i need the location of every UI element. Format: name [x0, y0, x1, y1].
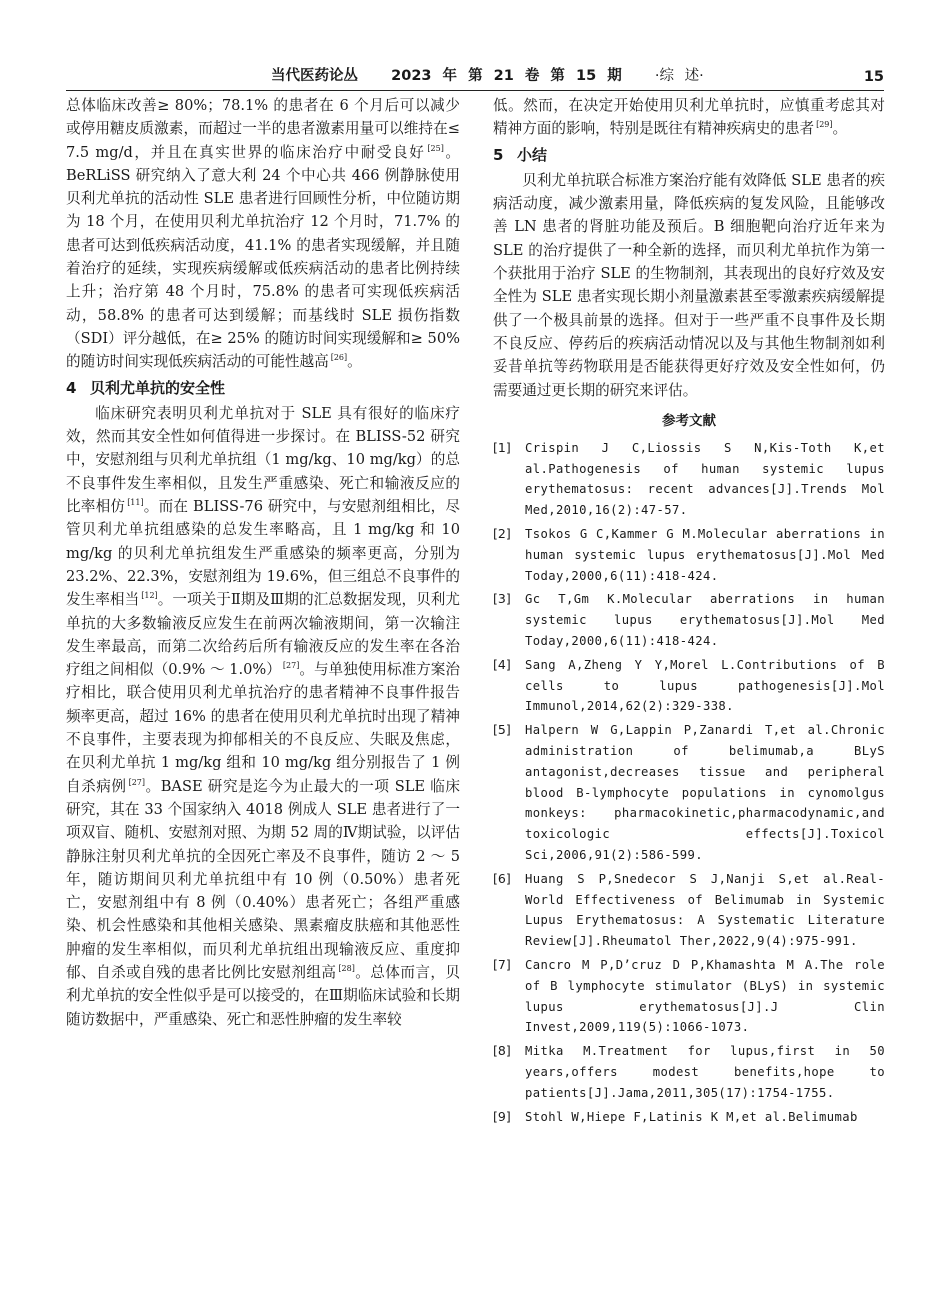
reference-item — [493, 869, 885, 952]
reference-number: [1] — [493, 439, 511, 455]
section-heading: 5 小结 — [493, 145, 548, 164]
reference-text: Halpern W G,Lappin P,Zanardi T,et al.Chronic administration of belimumab,a BLyS antagonist,decreases tissue and peripheral blood B-lymphocyte populations in cynomolgus monkeys: pharmacokinetic,pharmacodynamic,and toxicologic effects[J].Toxicol Sci,2006,91(2):586-599. — [525, 723, 885, 862]
references-title: 参考文献 — [662, 412, 716, 429]
reference-item — [493, 589, 885, 651]
citation: [27] — [128, 777, 145, 787]
reference-number: [2] — [493, 526, 511, 542]
reference-text: Cancro M P,D’cruz D P,Khamashta M A.The role of B lymphocyte stimulator (BLyS) in systemic lupus erythematosus[J].J Clin Invest,2009,119(5):1066-1073. — [525, 957, 885, 1035]
citation: [12] — [141, 591, 158, 601]
citation: [11] — [127, 498, 144, 508]
reference-number: [5] — [493, 722, 511, 738]
page-number: 15 — [863, 69, 884, 85]
citation: [27] — [282, 661, 300, 671]
left-column — [66, 94, 460, 1031]
reference-text: Stohl W,Hiepe F,Latinis K M,et al.Belimumab — [525, 1109, 858, 1124]
reference-text: Mitka M.Treatment for lupus,first in 50 years,offers modest benefits,hope to patients[J].Jama,2011,305(17):1754-1755. — [525, 1044, 885, 1100]
citation: [29] — [816, 120, 833, 130]
reference-item — [493, 1107, 885, 1128]
reference-item — [493, 655, 885, 717]
reference-text: Sang A,Zheng Y Y,Morel L.Contributions of B cells to lupus pathogenesis[J].Mol Immunol,2014,62(2):329-338. — [525, 657, 885, 714]
journal-name: 当代医药论丛 — [271, 68, 358, 84]
section-heading: 4 贝利尤单抗的安全性 — [66, 378, 226, 397]
reference-number: [4] — [493, 656, 511, 672]
citation: [28] — [338, 963, 355, 973]
right-column — [493, 94, 885, 1130]
body-paragraph: 低。然而，在决定开始使用贝利尤单抗时，应慎重考虑其对精神方面的影响，特别是既往有精神疾病史的患者 [29]。 — [493, 97, 885, 138]
reference-number: [6] — [493, 870, 511, 886]
reference-list — [493, 438, 885, 1128]
citation: [25] — [427, 143, 444, 153]
reference-number: [8] — [493, 1043, 511, 1059]
reference-number: [9] — [493, 1108, 511, 1124]
column-label: ·综 述· — [654, 68, 704, 84]
reference-text: Crispin J C,Liossis S N,Kis-Toth K,et al.Pathogenesis of human systemic lupus erythematosus: recent advances[J].Trends Mol Med,2010,16(2):47-57. — [525, 440, 885, 518]
body-paragraph: 临床研究表明贝利尤单抗对于 SLE 具有很好的临床疗效，然而其安全性如何值得进一步探讨。在 BLISS-52 研究中，安慰剂组与贝利尤单抗组（1 mg/kg、10 mg/kg）的总不良事件发生率相似，且发生严重感染、死亡和输液反应的比率相仿 [11]。而在 BLISS-76 研究中，与安慰剂组相比，尽管贝利尤单抗组感染的总发生率略高，且 1 mg/kg 和 10 mg/kg 的贝利尤单抗组发生严重感染的频率更高，分别为 23.2%、22.3%，安慰剂组为 19.6%，但三组总不良事件的发生率相当 [12]。一项关于Ⅱ期及Ⅲ期的汇总数据发现，贝利尤单抗的大多数输液反应发生在前两次输液期间，第一次输注发生率最高，而第二次给药后所有输液反应的发生率在各治疗组之间相似（0.9% ～ 1.0%） [27]。与单独使用标准方案治疗相比，联合使用贝利尤单抗治疗的患者精神不良事件报告频率更高，超过 16% 的患者在使用贝利尤单抗时出现了精神不良事件，主要表现为抑郁相关的不良反应、失眠及焦虑，在贝利尤单抗 1 mg/kg 组和 10 mg/kg 组分别报告了 1 例自杀病例 [27]。BASE 研究是迄今为止最大的一项 SLE 临床研究，其在 33 个国家纳入 4018 例成人 SLE 患者进行了一项双盲、随机、安慰剂对照、为期 52 周的Ⅳ期试验，以评估静脉注射贝利尤单抗的全因死亡率及不良事件，随访 2 ～ 5 年，随访期间贝利尤单抗组中有 10 例（0.50%）患者死亡，安慰剂组中有 8 例（0.40%）患者死亡；各组严重感染、机会性感染和其他相关感染、黑素瘤皮肤癌和其他恶性肿瘤的发生率相似，而贝利尤单抗组出现输液反应、重度抑郁、自杀或自残的患者比例比安慰剂组高 [28]。总体而言，贝利尤单抗的安全性似乎是可以接受的，在Ⅲ期临床试验和长期随访数据中，严重感染、死亡和恶性肿瘤的发生率较 — [66, 404, 460, 1028]
reference-item — [493, 1041, 885, 1103]
header-journal-issue — [271, 64, 704, 85]
body-paragraph: 总体临床改善≥ 80%；78.1% 的患者在 6 个月后可以减少或停用糖皮质激素，而超过一半的患者激素用量可以维持在≤ 7.5 mg/d，并且在真实世界的临床治疗中耐受良好 [25]。BeRLiSS 研究纳入了意大利 24 个中心共 466 例静脉使用贝利尤单抗的活动性 SLE 患者进行回顾性分析，中位随访期为 18 个月，在使用贝利尤单抗治疗 12 个月时，71.7% 的患者可达到低疾病活动度，41.1% 的患者实现缓解，并且随着治疗的延续，实现疾病缓解或低疾病活动的患者比例持续上升；治疗第 48 个月时，75.8% 的患者可实现低疾病活动，58.8% 的患者可达到缓解；而基线时 SLE 损伤指数（SDI）评分越低，在≥ 25% 的随访时间实现缓解和≥ 50% 的随访时间实现低疾病活动的可能性越高 [26]。 — [66, 97, 460, 371]
journal-issue: 2023 年 第 21 卷 第 15 期 — [391, 68, 622, 84]
reference-item — [493, 438, 885, 521]
reference-text: Tsokos G C,Kammer G M.Molecular aberrations in human systemic lupus erythematosus[J].Mol Med Today,2000,6(11):418-424. — [525, 527, 885, 583]
body-paragraph: 贝利尤单抗联合标准方案治疗能有效降低 SLE 患者的疾病活动度，减少激素用量，降低疾病的复发风险，且能够改善 LN 患者的肾脏功能及预后。B 细胞靶向治疗近年来为 SLE 的治疗提供了一种全新的选择，而贝利尤单抗作为第一个获批用于治疗 SLE 的生物制剂，其表现出的良好疗效及安全性为 SLE 患者实现长期小剂量激素甚至零激素疾病缓解提供了一个极具前景的选择。但对于一些严重不良事件及长期不良反应、停药后的疾病活动情况以及与其他生物制剂如利妥昔单抗等药物联用是否能获得更好疗效及安全性如何，仍需要通过更长期的研究来评估。 — [493, 171, 885, 399]
reference-item — [493, 720, 885, 866]
reference-text: Gc T,Gm K.Molecular aberrations in human systemic lupus erythematosus[J].Mol Med Today,2000,6(11):418-424. — [525, 592, 885, 649]
reference-item — [493, 524, 885, 586]
reference-number: [3] — [493, 591, 511, 607]
citation: [26] — [330, 353, 348, 363]
reference-number: [7] — [493, 956, 511, 972]
page-header — [66, 64, 884, 91]
reference-text: Huang S P,Snedecor S J,Nanji S,et al.Real-World Effectiveness of Belimumab in Systemic Lupus Erythematosus: A Systematic Literature Review[J].Rheumatol Ther,2022,9(4):975-991. — [525, 871, 885, 949]
reference-item — [493, 955, 885, 1038]
